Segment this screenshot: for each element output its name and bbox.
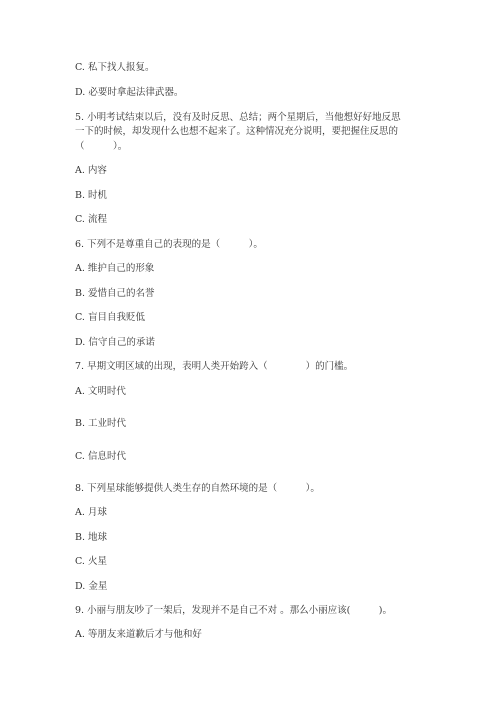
- q5-option-c: C. 流程: [75, 214, 107, 225]
- q8-option-d: D. 金星: [75, 581, 108, 592]
- q5-option-b: B. 时机: [75, 190, 108, 201]
- q5-stem-line-2: 一下的时候，却发现什么也想不起来了。这种情况充分说明，要把握住反思的: [75, 126, 399, 137]
- q4-option-d: D. 必要时拿起法律武器。: [75, 87, 184, 98]
- q8-option-a: A. 月球: [75, 507, 107, 518]
- q7-option-b: B. 工业时代: [75, 418, 127, 429]
- q9-stem: 9. 小丽与朋友吵了一架后，发现并不是自己不对 。那么小丽应该( )。: [75, 605, 393, 616]
- q7-option-c: C. 信息时代: [75, 451, 126, 462]
- q8-option-b: B. 地球: [75, 532, 108, 543]
- q5-stem-line-3: （ ）。: [75, 141, 128, 152]
- q5-stem-line-1: 5. 小明考试结束以后，没有及时反思、总结；两个星期后，当他想好好地反思: [75, 112, 401, 123]
- q8-option-c: C. 火星: [75, 556, 107, 567]
- q8-stem: 8. 下列星球能够提供人类生存的自然环境的是（ ）。: [75, 483, 320, 494]
- q6-option-d: D. 信守自己的承诺: [75, 337, 155, 348]
- q7-option-a: A. 文明时代: [75, 386, 126, 397]
- q6-option-b: B. 爱惜自己的名誉: [75, 288, 155, 299]
- q6-option-c: C. 盲目自我贬低: [75, 312, 145, 323]
- q6-stem: 6. 下列不是尊重自己的表现的是（ ）。: [75, 239, 263, 250]
- q5-option-a: A. 内容: [75, 165, 107, 176]
- q7-stem: 7. 早期文明区域的出现，表明人类开始跨入（ ）的门槛。: [75, 361, 354, 372]
- q4-option-c: C. 私下找人报复。: [75, 62, 155, 73]
- q6-option-a: A. 维护自己的形象: [75, 263, 155, 274]
- q9-option-a: A. 等朋友来道歉后才与他和好: [75, 629, 202, 640]
